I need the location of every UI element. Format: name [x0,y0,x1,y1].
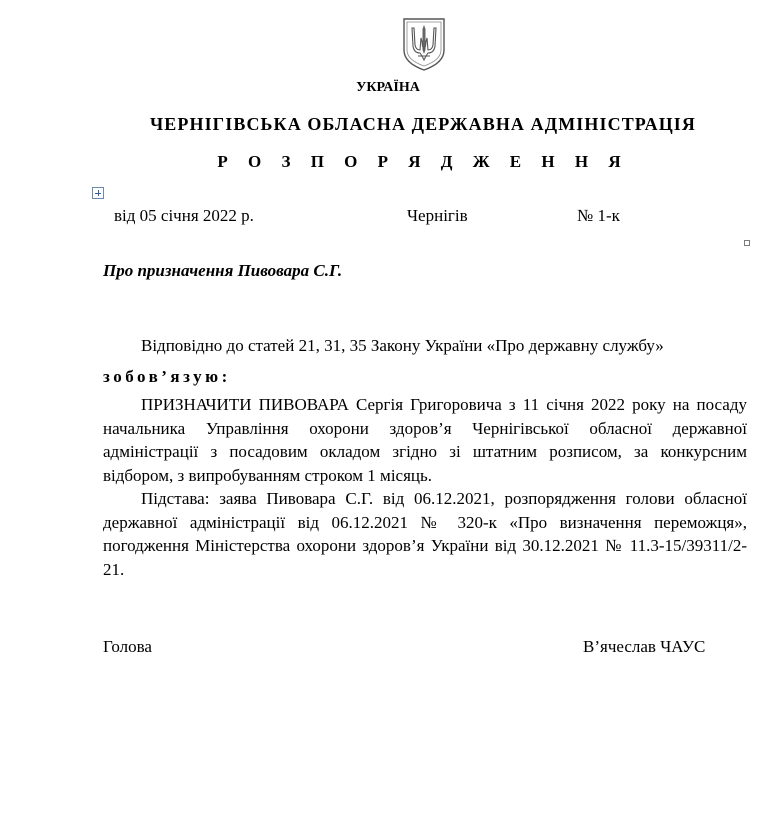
tryzub-coat-of-arms-icon [401,16,447,72]
organization-name: ЧЕРНІГІВСЬКА ОБЛАСНА ДЕРЖАВНА АДМІНІСТРАЦІЯ [149,114,697,134]
table-resize-handle-icon[interactable] [744,240,750,246]
basis-paragraph: Відповідно до статей 21, 31, 35 Закону України «Про державну службу» [141,336,664,355]
table-move-handle-icon[interactable] [92,187,104,199]
obligation-line: зобов’язую: [103,367,231,386]
country-name: УКРАЇНА [356,80,420,95]
signatory-name: В’ячеслав ЧАУС [583,637,706,656]
document-date: від 05 січня 2022 р. [114,206,254,225]
grounds-paragraph: Підстава: заява Пивовара С.Г. від 06.12.2021, розпорядження голови обласної державної адміністрації від 06.12.2021 № 320-к «Про визначення переможця», погодження Міністерства охорони здоров’я України від 30.12.2021 № 11.3-15/39311/2-21. [103,489,747,579]
document-number: № 1-к [577,206,620,225]
signatory-role: Голова [103,637,152,656]
appointment-paragraph: ПРИЗНАЧИТИ ПИВОВАРА Сергія Григоровича з 11 січня 2022 року на посаду начальника Управління охорони здоров’я Чернігівської обласної державної адміністрації з посадовим окладом згідно зі штатним розписом, за конкурсним відбором, з випробуванням строком 1 місяць. [103,395,747,485]
document-subject: Про призначення Пивовара С.Г. [103,261,343,280]
document-city: Чернігів [407,206,468,225]
document-type: Р О З П О Р Я Д Ж Е Н Н Я [217,152,629,171]
